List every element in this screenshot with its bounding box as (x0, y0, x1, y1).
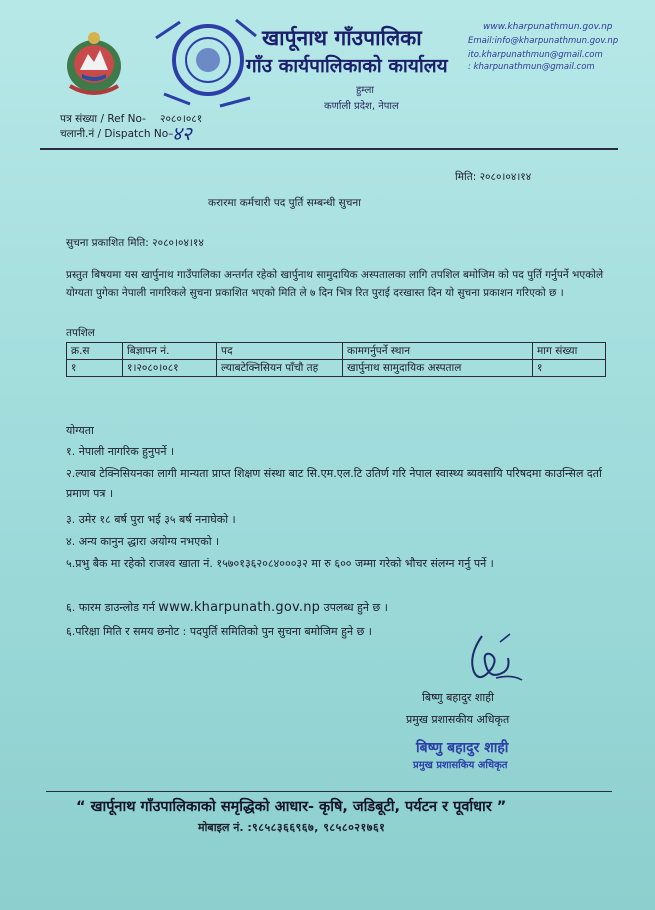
published-date: सुचना प्रकाशित मिति: २०८०।०४।१४ (66, 237, 204, 249)
download-line (66, 598, 611, 618)
website-text: www.kharpunathmun.gov.np (483, 22, 613, 32)
office-place: हुम्ला (356, 85, 374, 96)
qualification-item: ३. उमेर १८ बर्ष पुरा भई ३५ बर्ष ननाघेको । (66, 513, 236, 526)
footer-divider (46, 791, 612, 792)
footer-slogan: “ खार्पूनाथ गाँउपालिकाको समृद्धिको आधार- कृषि, जडिबूटी, पर्यटन र पूर्वाधार ” (76, 799, 507, 815)
download-suffix: उपलब्ध हुने छ । (320, 601, 388, 614)
dispatch-label: चलानी.नं / Dispatch No– (60, 128, 174, 140)
notice-date: मिति: २०८०।०४।१४ (455, 171, 532, 183)
signatory-name: बिष्णु बहादुर शाही (422, 691, 494, 704)
cell-post: ल्याबटेक्निसियन पाँचौ तह (217, 360, 343, 377)
header-demand: माग संख्या (533, 343, 606, 360)
office-subtitle: गाँउ कार्यपालिकाको कार्यालय (246, 55, 448, 77)
schedule-label: तपशिल (66, 327, 95, 339)
qualification-item: ५.प्रभु बैक मा रहेको राजश्व खाता नं. १५७०१३६२०८४०००३२ मा रु ६०० जम्मा गरेको भौचर संलग्न गर्नु पर्ने । (66, 557, 494, 570)
signatory-title: प्रमुख प्रशासकीय अधिकृत (406, 713, 510, 726)
signature-icon (452, 628, 526, 690)
header-workplace: कामगर्नुपर्ने स्थान (343, 343, 533, 360)
dispatch-value: ४२ (172, 123, 192, 145)
qualification-item: १. नेपाली नागरिक हुनुपर्ने । (66, 445, 175, 458)
qualification-item: ४. अन्य कानुन द्धारा अयोग्य नभएको । (66, 535, 220, 548)
header-divider (40, 148, 618, 150)
notice-title: करारमा कर्मचारी पद पुर्ति सम्बन्धी सुचना (208, 197, 361, 209)
header-sn: क्र.स (67, 343, 123, 360)
nepal-emblem-icon (62, 28, 126, 98)
header-post: पद (217, 343, 343, 360)
email-line-3: : kharpunathmun@gmail.com (468, 62, 595, 72)
stamp-name: बिष्णु बहादुर शाही (416, 740, 509, 756)
exam-line: ६.परिक्षा मिति र समय छनोट : पदपुर्ति समितिको पुन सुचना बमोजिम हुने छ । (66, 625, 372, 638)
qualification-title: योग्यता (66, 424, 94, 437)
table-row (67, 360, 606, 377)
cell-sn: १ (67, 360, 123, 377)
download-url-link[interactable]: www.kharpunath.gov.np (158, 600, 321, 615)
ref-value: २०८०।०८१ (160, 113, 203, 125)
office-name: खार्पूनाथ गाँउपालिका (262, 26, 422, 50)
header-ad-no: बिज्ञापन नं. (123, 343, 217, 360)
download-prefix: ६. फारम डाउन्लोड गर्न (66, 601, 159, 614)
vacancy-table (66, 342, 606, 377)
email-line-2: ito.kharpunathmun@gmail.com (468, 50, 603, 60)
notice-body: प्रस्तुत बिषयमा यस खार्पुनाथ गाउँपालिका अन्तर्गत रहेको खार्पुनाथ सामुदायिक अस्पतालका लागि तपशिल बमोजिम को पद पुर्ति गर्नुपर्ने भएकोले योग्यता पुगेका नेपाली नागरिकले सुचना प्रकाशित भएको मिति ले ७ दिन भित्र रित पुराई दरखास्त दिन यो सुचना प्रकाशन गरिएको छ । (66, 269, 604, 299)
table-header-row (67, 343, 606, 360)
mobile-value: ९८५८३६६९६७, ९८५८०२१७६१ (252, 821, 386, 834)
cell-workplace: खार्पुनाथ सामुदायिक अस्पताल (343, 360, 533, 377)
cell-ad-no: १।२०८०।०८१ (123, 360, 217, 377)
office-province: कर्णाली प्रदेश, नेपाल (324, 101, 399, 112)
stamp-title: प्रमुख प्रशासकिय अधिकृत (413, 760, 508, 771)
qualification-item: २.ल्याब टेक्निसियनका लागी मान्यता प्राप्त शिक्षण संस्था बाट सि.एम.एल.टि उतिर्ण गरि नेपाल स्वास्थ्य ब्यवसायि परिषदमा काउन्सिल दर्ता प्रमाण पत्र । (66, 467, 602, 500)
email-line-1: Email:info@kharpunathmun.gov.np (468, 36, 619, 46)
cell-demand: १ (533, 360, 606, 377)
ref-label: पत्र संख्या / Ref No- (60, 113, 146, 125)
mobile-label: मोबाइल नं. : (198, 821, 252, 834)
